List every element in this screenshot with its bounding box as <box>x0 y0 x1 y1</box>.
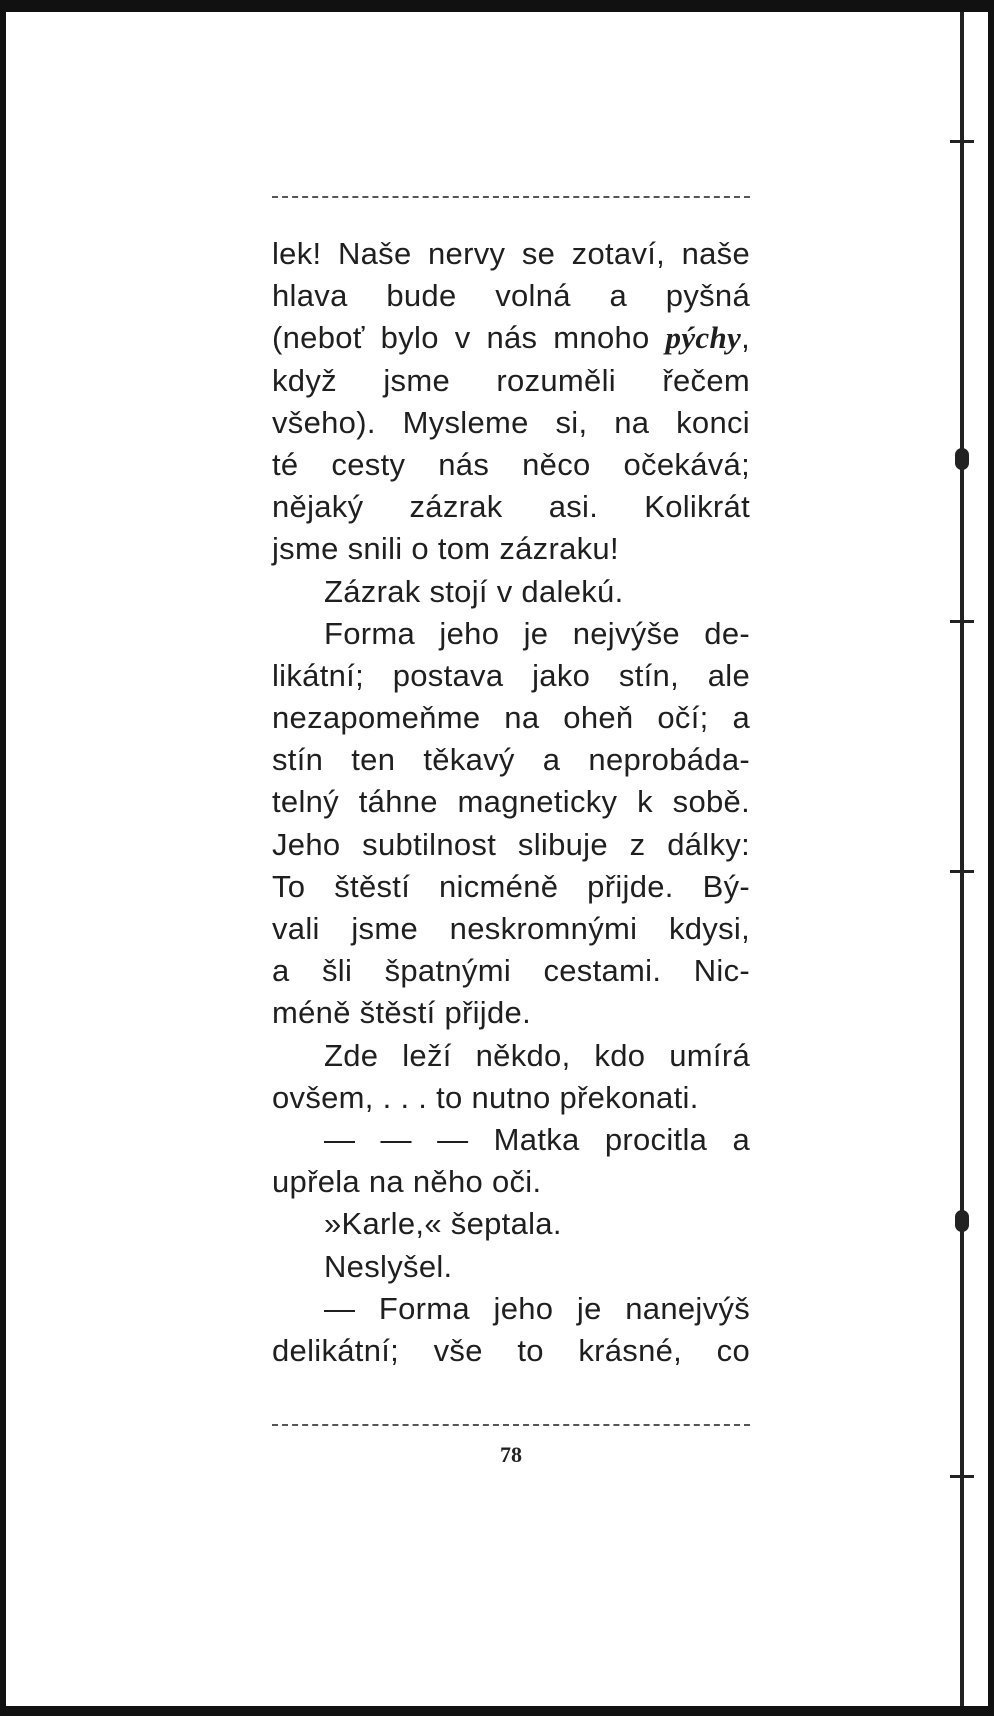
gutter-mark <box>950 870 974 873</box>
text-line <box>272 317 750 359</box>
text-segment: , <box>741 320 750 356</box>
text-line: Forma jeho je nejvýše de- <box>324 615 750 651</box>
book-gutter-edge <box>960 12 964 1706</box>
body-text <box>272 233 750 1372</box>
text-line: stín ten těkavý a neprobáda- <box>272 742 750 778</box>
gutter-mark <box>950 140 974 143</box>
text-line: likátní; postava jako stín, ale <box>272 657 750 693</box>
text-line: Neslyšel. <box>324 1248 453 1284</box>
text-line: když jsme rozuměli řečem <box>272 362 750 398</box>
gutter-blot <box>955 448 969 470</box>
top-rule <box>272 196 750 198</box>
text-segment: (neboť bylo v nás mnoho <box>272 320 666 356</box>
gutter-mark <box>950 1475 974 1478</box>
text-line: méně štěstí přijde. <box>272 995 531 1031</box>
text-line: všeho). Mysleme si, na konci <box>272 404 750 440</box>
emphasized-word: pýchy <box>665 320 742 356</box>
page-number: 78 <box>500 1442 522 1467</box>
text-line: ovšem, . . . to nutno překonati. <box>272 1079 699 1115</box>
text-line: jsme snili o tom zázraku! <box>272 531 619 567</box>
text-line: Jeho subtilnost slibuje z dálky: <box>272 826 750 862</box>
text-line: vali jsme neskromnými kdysi, <box>272 911 750 946</box>
text-line: nezapomeňme na oheň očí; a <box>272 700 750 736</box>
bottom-rule <box>272 1424 750 1426</box>
gutter-blot <box>955 1210 969 1232</box>
text-line: telný táhne magneticky k sobě. <box>272 784 750 820</box>
text-line: To štěstí nicméně přijde. Bý- <box>272 868 750 904</box>
gutter-mark <box>950 620 974 623</box>
text-line: nějaký zázrak asi. Kolikrát <box>272 489 750 525</box>
text-line: »Karle,« šeptala. <box>324 1206 562 1242</box>
text-line: a šli špatnými cestami. Nic- <box>272 953 750 989</box>
text-line: hlava bude volná a pyšná <box>272 278 750 314</box>
text-line: — Forma jeho je nanejvýš <box>324 1290 750 1326</box>
text-line: Zázrak stojí v dalekú. <box>324 573 624 609</box>
text-line: té cesty nás něco očekává; <box>272 446 750 482</box>
text-line: upřela na něho oči. <box>272 1164 542 1200</box>
text-line: Zde leží někdo, kdo umírá <box>324 1037 750 1073</box>
text-line: lek! Naše nervy se zotaví, naše <box>272 236 750 271</box>
text-line: — — — Matka procitla a <box>324 1121 750 1157</box>
text-line: delikátní; vše to krásné, co <box>272 1332 750 1368</box>
